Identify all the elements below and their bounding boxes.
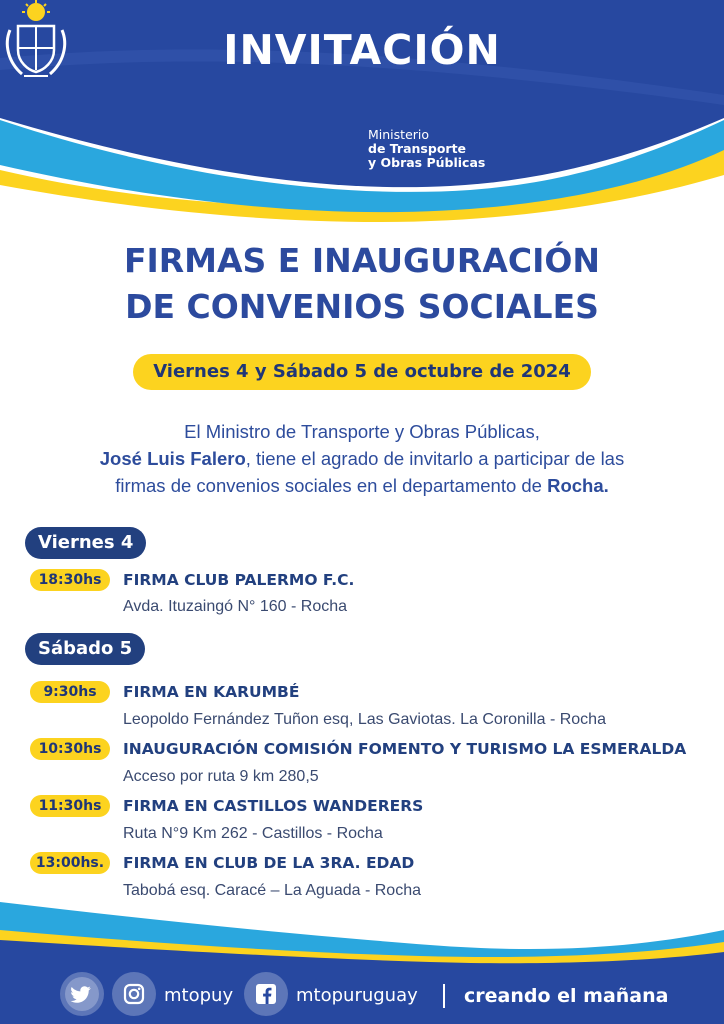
event-title-line-2: DE CONVENIOS SOCIALES <box>125 287 599 326</box>
intro-line-2 <box>30 445 694 472</box>
ministry-name <box>368 128 485 170</box>
event-date-badge: Viernes 4 y Sábado 5 de octubre de 2024 <box>133 354 591 390</box>
day-badge-viernes: Viernes 4 <box>25 527 146 559</box>
event-title-line-1: FIRMAS E INAUGURACIÓN <box>123 241 601 280</box>
intro-paragraph <box>30 418 694 499</box>
event-name: INAUGURACIÓN COMISIÓN FOMENTO Y TURISMO LA ESMERALDA <box>123 740 687 758</box>
event-address: Leopoldo Fernández Tuñon esq, Las Gaviotas. La Coronilla - Rocha <box>123 711 606 728</box>
minister-name: José Luis Falero <box>99 448 246 469</box>
event-name: FIRMA EN CASTILLOS WANDERERS <box>123 797 424 815</box>
event-time: 18:30hs <box>30 569 110 591</box>
intro-line-3 <box>30 472 694 499</box>
slogan: creando el mañana <box>464 985 669 1007</box>
coat-of-arms-icon <box>0 0 72 80</box>
event-time: 10:30hs <box>30 738 110 760</box>
ministry-line-2: de Transporte <box>368 141 467 156</box>
event-address: Tabobá esq. Caracé – La Aguada - Rocha <box>123 882 421 899</box>
instagram-handle[interactable]: mtopuy <box>164 985 234 1006</box>
event-time: 13:00hs. <box>30 852 110 874</box>
header-banner <box>0 0 724 230</box>
facebook-icon[interactable] <box>249 977 283 1011</box>
facebook-handle[interactable]: mtopuruguay <box>296 985 418 1006</box>
footer-divider <box>443 984 445 1008</box>
event-address: Ruta N°9 Km 262 - Castillos - Rocha <box>123 825 383 842</box>
invitation-title: INVITACIÓN <box>223 26 501 74</box>
intro-line-1: El Ministro de Transporte y Obras Públicas, <box>184 421 540 442</box>
ministry-line-3: y Obras Públicas <box>368 155 486 170</box>
event-name: FIRMA CLUB PALERMO F.C. <box>123 571 355 589</box>
event-time: 9:30hs <box>30 681 110 703</box>
event-time: 11:30hs <box>30 795 110 817</box>
event-name: FIRMA EN KARUMBÉ <box>123 683 300 701</box>
day-badge-sabado: Sábado 5 <box>25 633 145 665</box>
event-address: Avda. Ituzaingó N° 160 - Rocha <box>123 598 348 615</box>
intro-line-3-text: firmas de convenios sociales en el departamento de <box>115 475 548 496</box>
event-name: FIRMA EN CLUB DE LA 3RA. EDAD <box>123 854 415 872</box>
intro-line-2-rest: , tiene el agrado de invitarlo a participar de las <box>245 448 625 469</box>
twitter-icon[interactable] <box>65 977 99 1011</box>
ministry-line-1: Ministerio <box>368 127 430 142</box>
instagram-icon[interactable] <box>117 977 151 1011</box>
intro-place: Rocha. <box>547 475 609 496</box>
event-address: Acceso por ruta 9 km 280,5 <box>123 768 319 785</box>
event-title <box>0 238 724 330</box>
